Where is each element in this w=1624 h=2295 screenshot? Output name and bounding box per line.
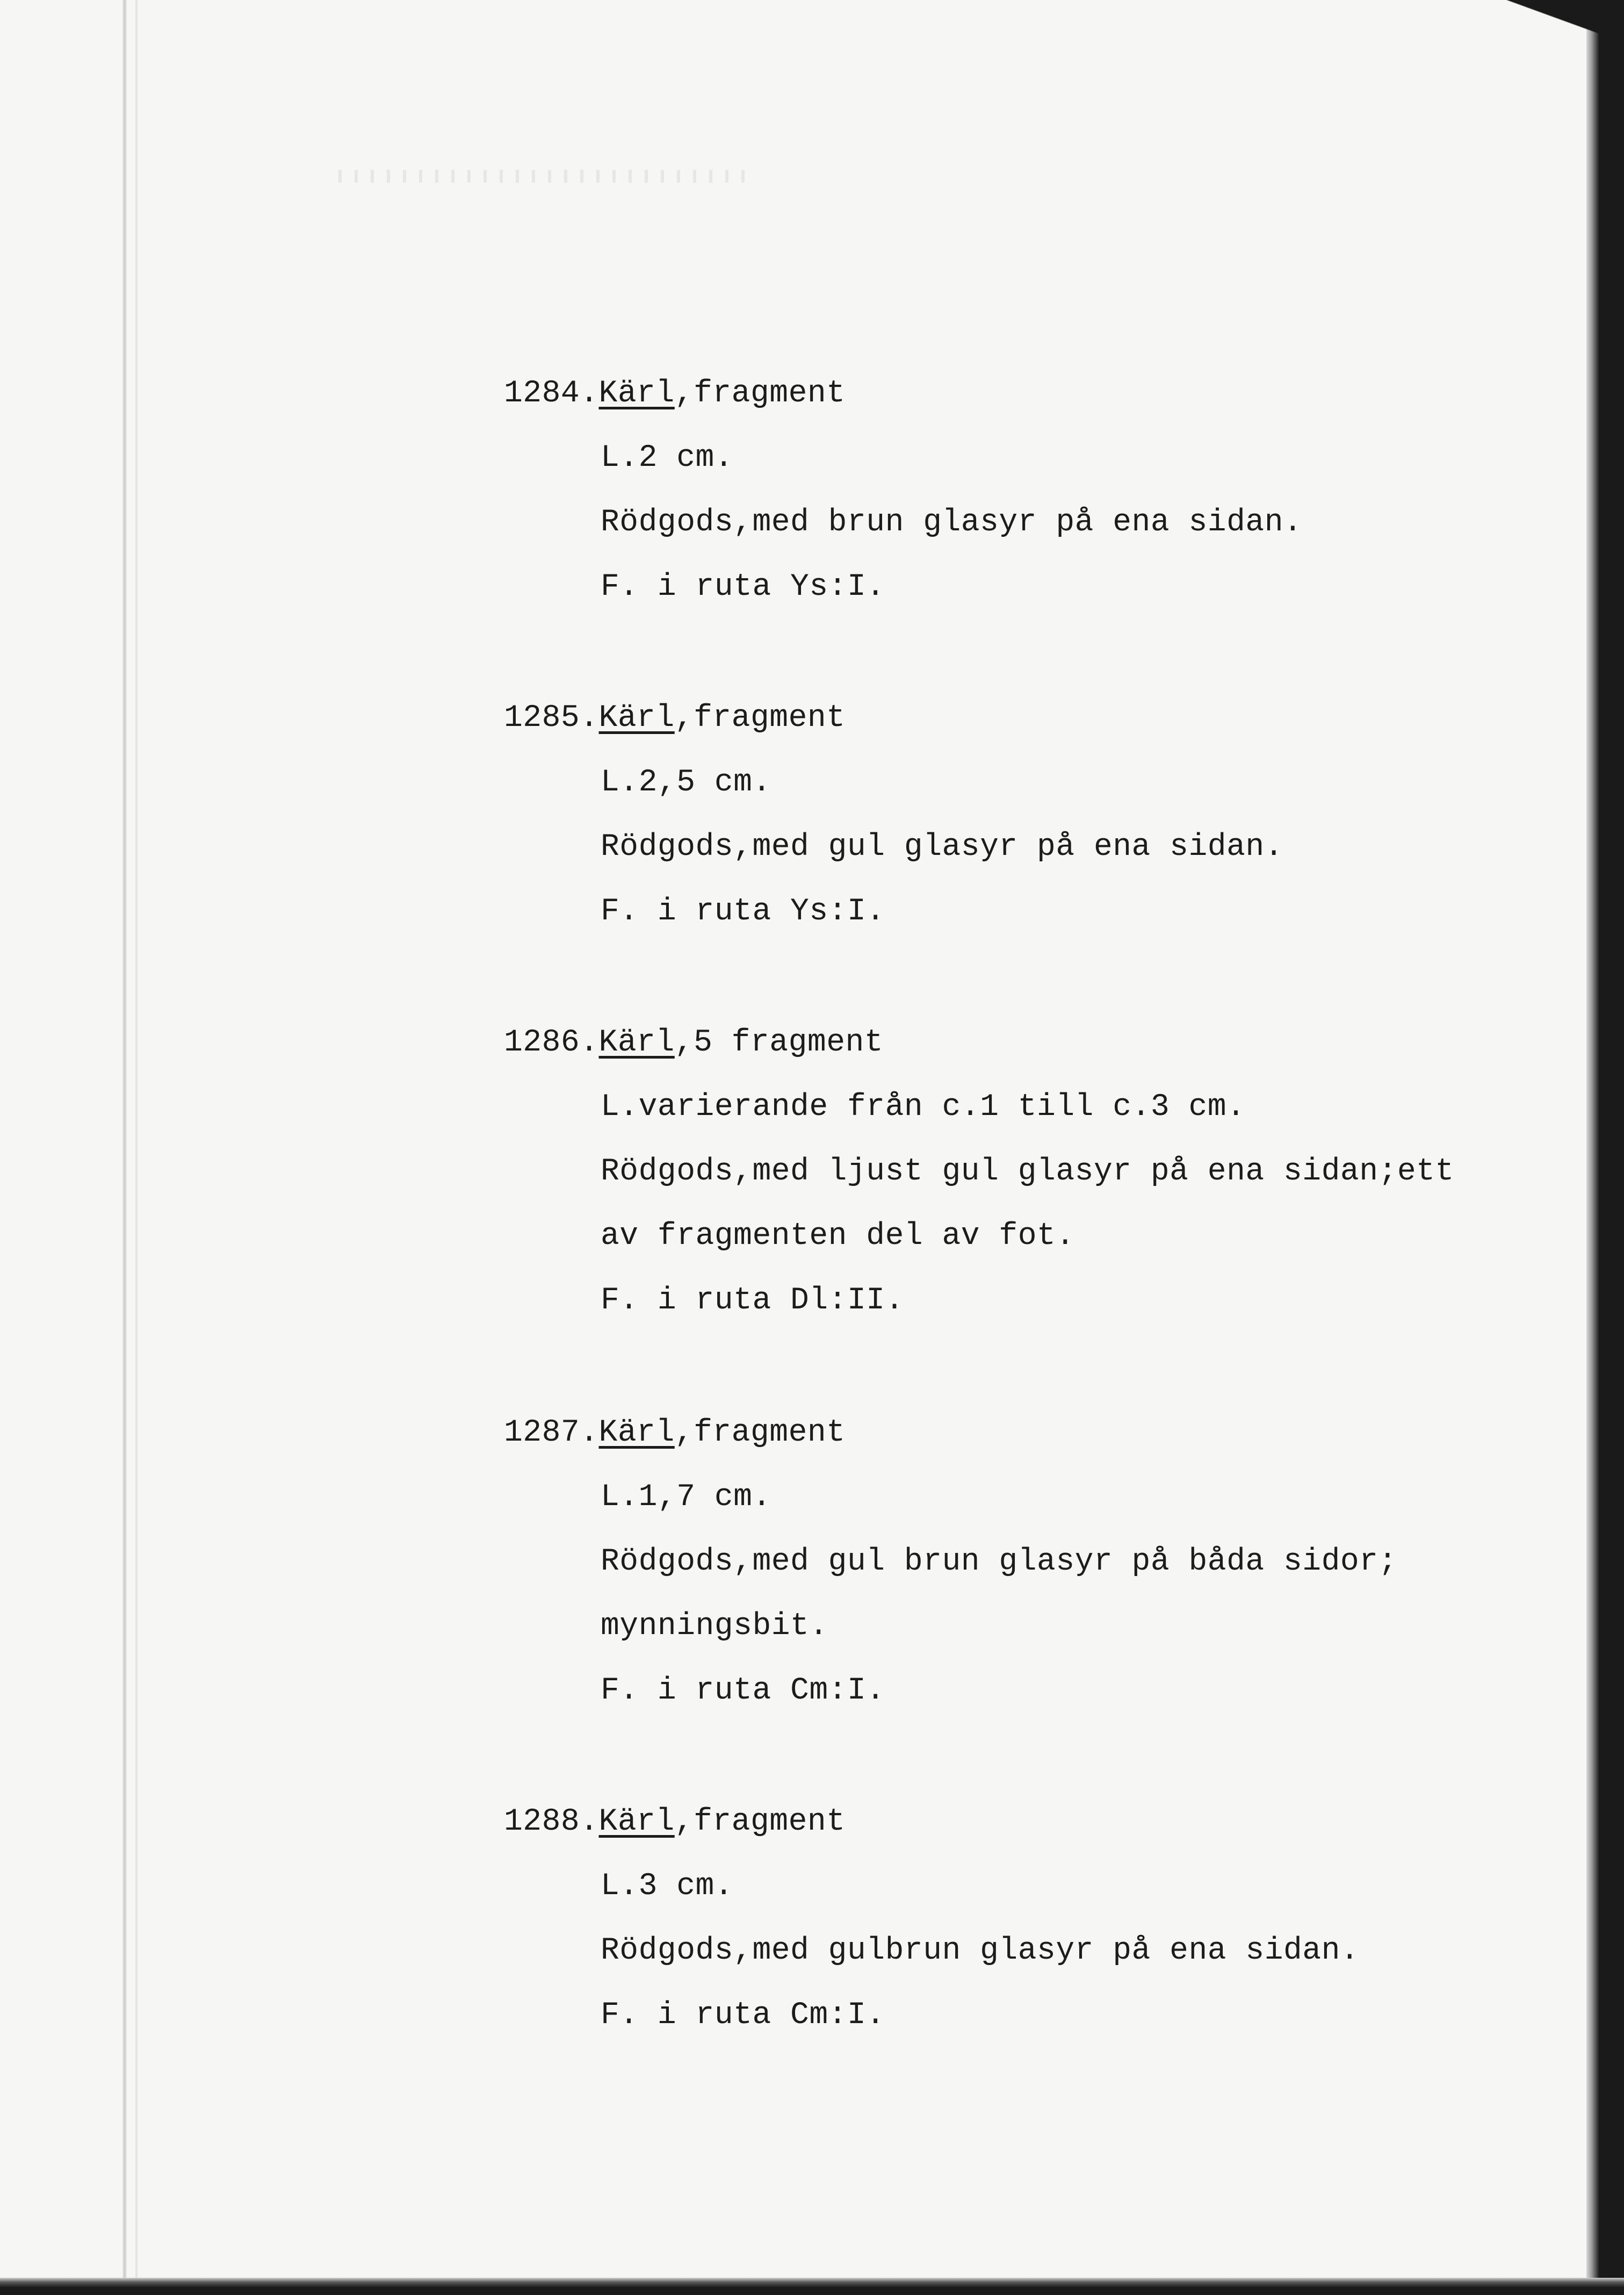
catalog-entry-1284 <box>504 362 1525 620</box>
entry-findspot: F. i ruta Ys:I. <box>601 570 885 605</box>
entry-number: 1286. <box>504 1025 599 1060</box>
entry-title-suffix: ,fragment <box>674 376 846 411</box>
page-edge-right <box>1586 0 1624 2295</box>
entry-title: Kärl <box>598 1025 675 1060</box>
entry-title-suffix: ,5 fragment <box>674 1025 884 1060</box>
entry-title: Kärl <box>598 701 675 736</box>
entry-description: Rödgods,med ljust gul glasyr på ena sidan;ett <box>601 1154 1454 1189</box>
entry-number: 1287. <box>504 1415 599 1450</box>
entry-findspot: F. i ruta Cm:I. <box>601 1673 885 1708</box>
entry-findspot: F. i ruta Cm:I. <box>601 1998 885 2033</box>
entry-length: L.2,5 cm. <box>601 765 771 800</box>
entry-title: Kärl <box>598 1415 675 1450</box>
entry-description-continued: mynningsbit. <box>601 1609 828 1644</box>
catalog-entry-1288 <box>504 1790 1525 2048</box>
entry-number: 1284. <box>504 376 599 411</box>
entry-number: 1288. <box>504 1804 599 1839</box>
entry-number: 1285. <box>504 701 599 736</box>
entry-heading <box>504 1011 1525 1075</box>
entry-findspot: F. i ruta Ys:I. <box>601 894 885 929</box>
entry-heading <box>504 686 1525 751</box>
catalog-entry-1285 <box>504 686 1525 944</box>
entry-description: Rödgods,med gul glasyr på ena sidan. <box>601 830 1284 865</box>
entry-length: L.3 cm. <box>601 1869 734 1904</box>
catalog-entry-1287 <box>504 1401 1525 1723</box>
entry-heading <box>504 362 1525 426</box>
entry-title-suffix: ,fragment <box>674 1415 846 1450</box>
entry-length: L.2 cm. <box>601 441 734 476</box>
entry-title: Kärl <box>598 376 675 411</box>
page-corner-shadow <box>1484 0 1624 43</box>
entry-title-suffix: ,fragment <box>674 1804 846 1839</box>
entry-length: L.varierande från c.1 till c.3 cm. <box>601 1090 1246 1125</box>
entry-description: Rödgods,med gul brun glasyr på båda sidor; <box>601 1544 1397 1579</box>
catalog-entry-1286 <box>504 1011 1525 1333</box>
entry-title: Kärl <box>598 1804 675 1839</box>
page-edge-bottom <box>0 2278 1624 2295</box>
entry-description-continued: av fragmenten del av fot. <box>601 1219 1075 1254</box>
entry-description: Rödgods,med brun glasyr på ena sidan. <box>601 505 1303 540</box>
entry-findspot: F. i ruta Dl:II. <box>601 1283 904 1318</box>
entry-length: L.1,7 cm. <box>601 1480 771 1515</box>
entry-heading <box>504 1790 1525 1854</box>
entry-title-suffix: ,fragment <box>674 701 846 736</box>
entry-heading <box>504 1401 1525 1465</box>
entry-description: Rödgods,med gulbrun glasyr på ena sidan. <box>601 1933 1360 1968</box>
